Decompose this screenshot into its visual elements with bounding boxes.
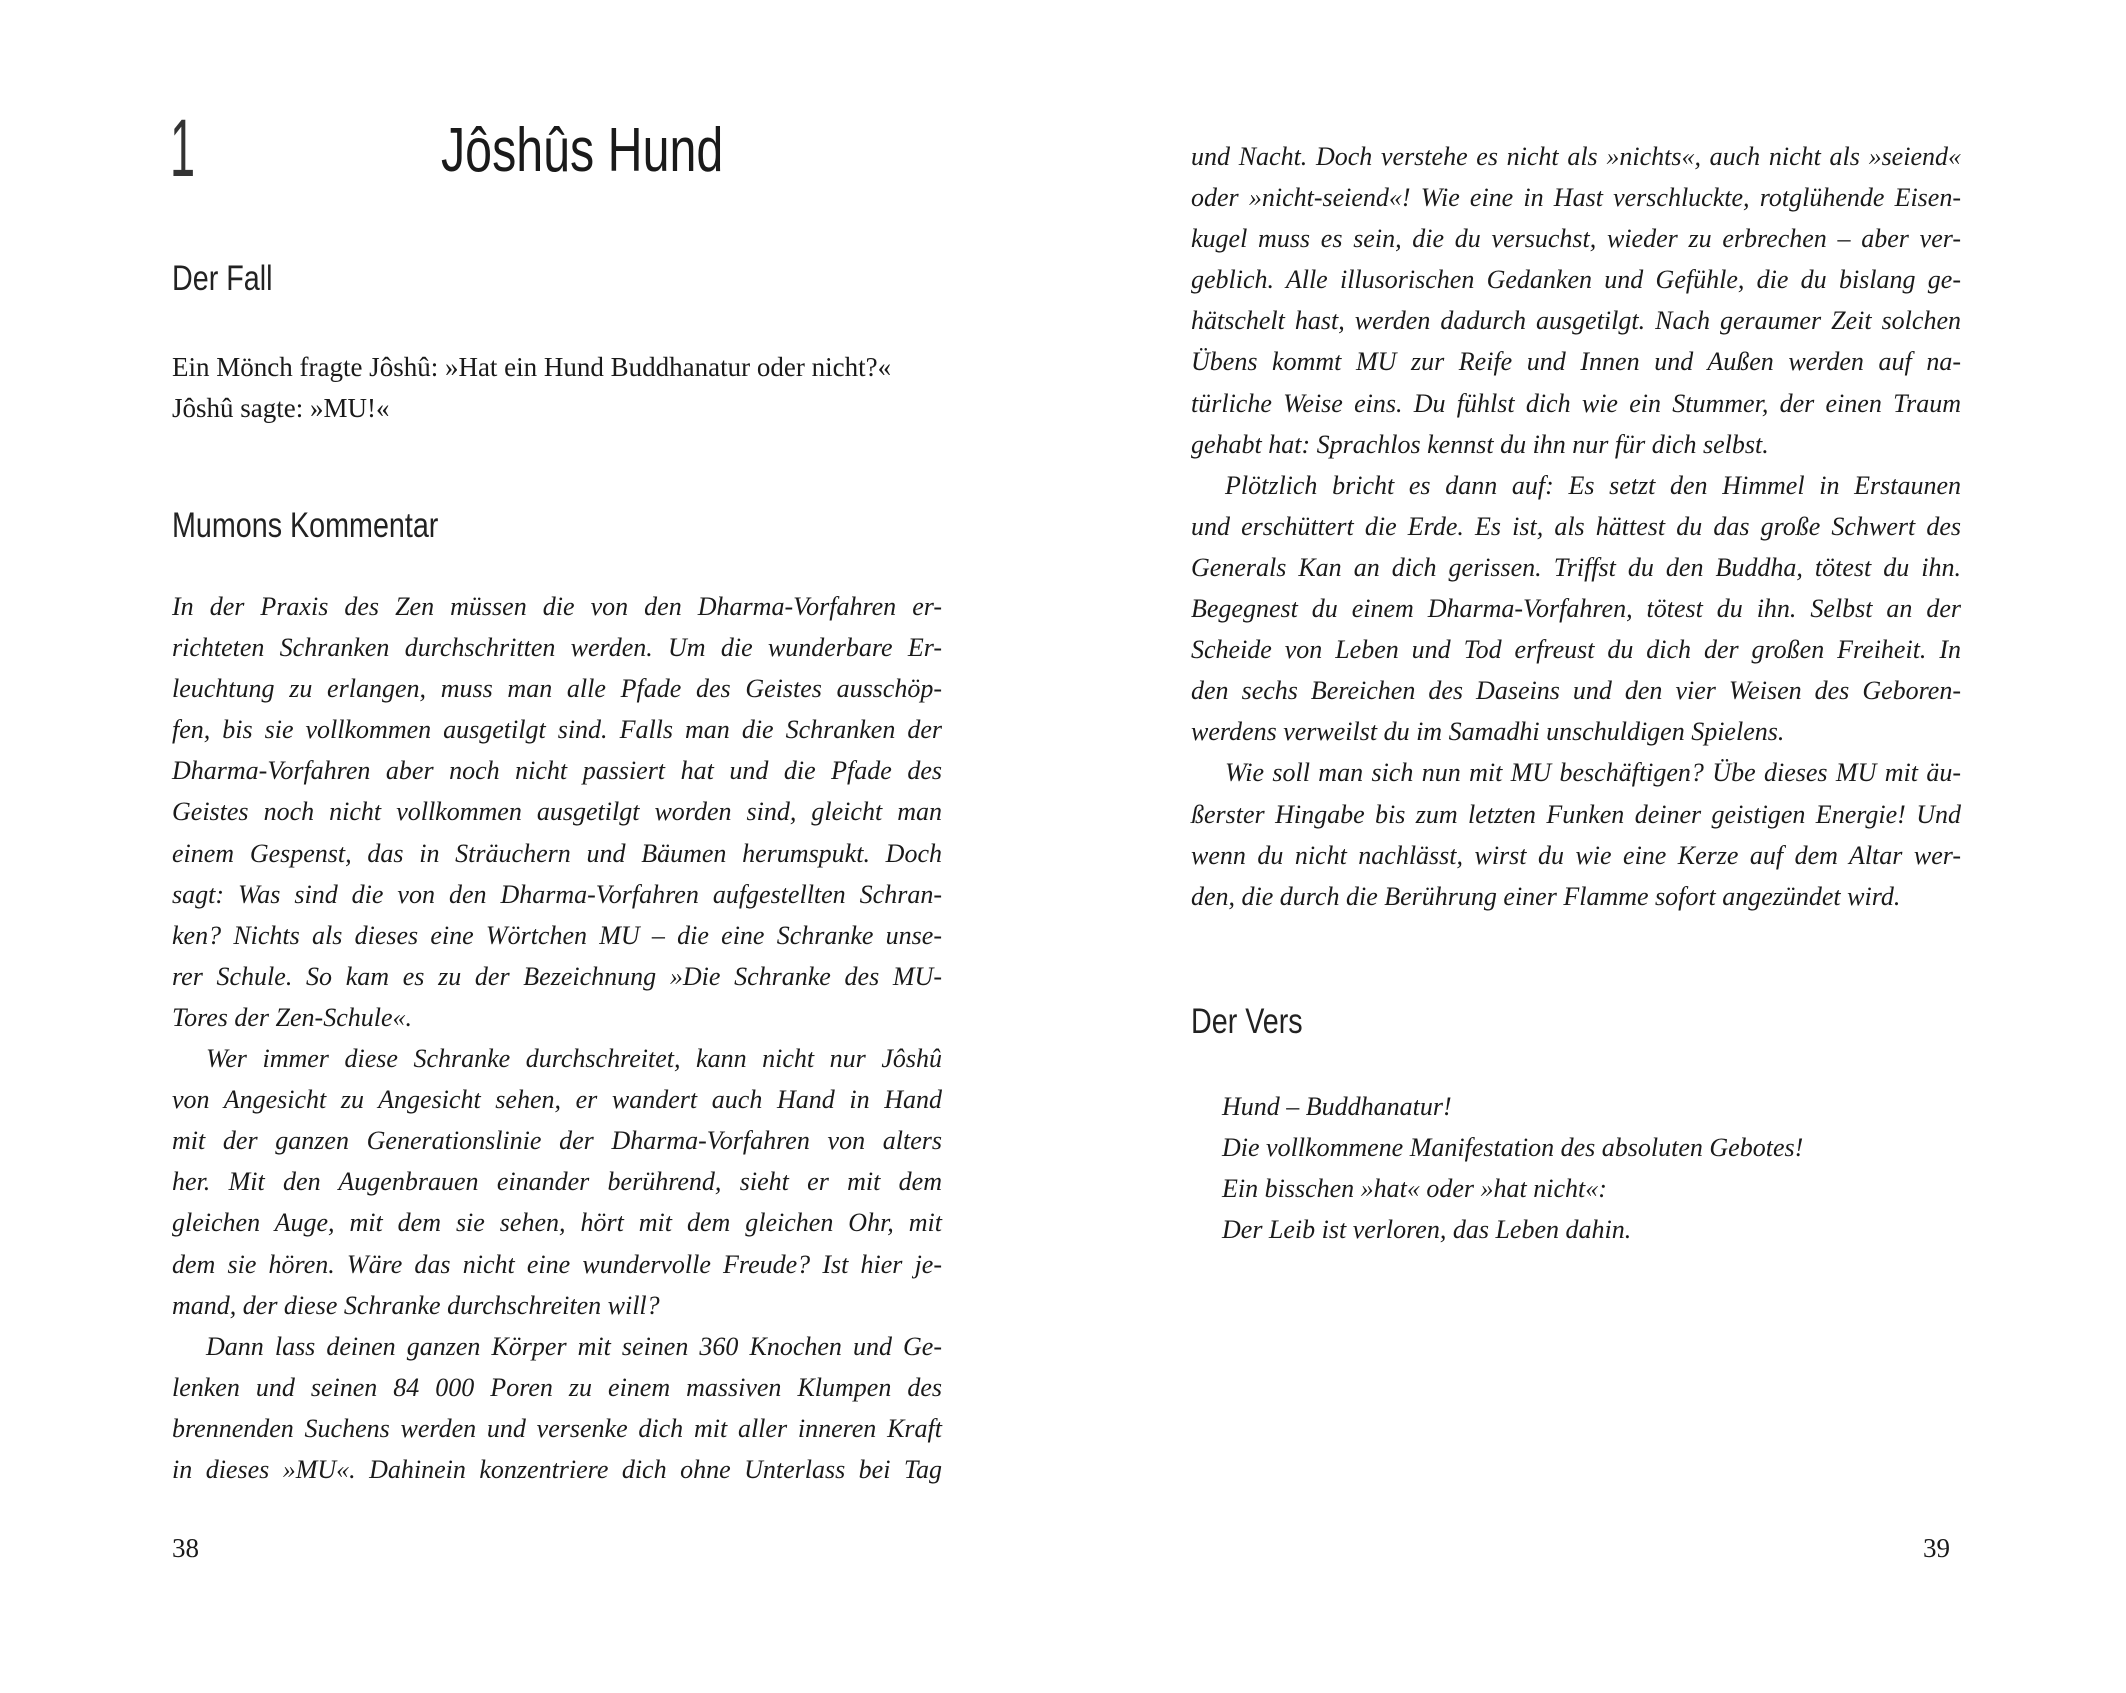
verse-line: Ein bisschen »hat« oder »hat nicht«:	[1222, 1174, 1607, 1204]
text-line: her. Mit den Augenbrauen einander berührend, sieht er mit dem	[172, 1167, 942, 1197]
text-line: lenken und seinen 84 000 Poren zu einem massiven Klumpen des	[172, 1372, 942, 1402]
text-line: Scheide von Leben und Tod erfreust du dich der großen Freiheit. In	[1191, 635, 1961, 665]
verse-text	[1222, 1086, 1922, 1250]
text-line: Tores der Zen-Schule«.	[172, 1002, 413, 1032]
text-line: den sechs Bereichen des Daseins und den vier Weisen des Geboren-	[1191, 676, 1961, 706]
text-line: Generals Kan an dich gerissen. Triffst du den Buddha, tötest du ihn.	[1191, 552, 1961, 582]
text-line: geblich. Alle illusorischen Gedanken und Gefühle, die du bislang ge-	[1191, 265, 1961, 295]
text-line: und erschüttert die Erde. Es ist, als hättest du das große Schwert des	[1191, 511, 1961, 541]
text-line: Geistes noch nicht vollkommen ausgetilgt worden sind, gleicht man	[172, 797, 942, 827]
page-number-right: 39	[1923, 1533, 1950, 1563]
text-line: Plötzlich bricht es dann auf: Es setzt den Himmel in Erstaunen	[1225, 470, 1961, 500]
text-line: ken? Nichts als dieses eine Wörtchen MU – die eine Schranke unse-	[172, 920, 942, 950]
text-line: mit der ganzen Generationslinie der Dharma-Vorfahren von alters	[172, 1126, 942, 1156]
text-line: Dann lass deinen ganzen Körper mit seinen 360 Knochen und Ge-	[206, 1331, 942, 1361]
text-line: Übens kommt MU zur Reife und Innen und Außen werden auf na-	[1191, 347, 1961, 377]
chapter-number: 1	[170, 103, 196, 194]
text-line: rer Schule. So kam es zu der Bezeichnung »Die Schranke des MU-	[172, 961, 942, 991]
text-line: gleichen Auge, mit dem sie sehen, hört mit dem gleichen Ohr, mit	[172, 1208, 942, 1238]
chapter-title: Jôshûs Hund	[441, 116, 724, 185]
text-line: Dharma-Vorfahren aber noch nicht passiert hat und die Pfade des	[172, 756, 942, 786]
text-line: in dieses »MU«. Dahinein konzentriere dich ohne Unterlass bei Tag	[172, 1454, 942, 1484]
case-line: Ein Mönch fragte Jôshû: »Hat ein Hund Buddhanatur oder nicht?«	[172, 352, 892, 382]
text-line: In der Praxis des Zen müssen die von den Dharma-Vorfahren er-	[172, 592, 942, 621]
verse-line: Der Leib ist verloren, das Leben dahin.	[1222, 1215, 1632, 1245]
text-line: hätschelt hast, werden dadurch ausgetilgt. Nach geraumer Zeit solchen	[1191, 306, 1961, 336]
commentary-text-right	[1191, 136, 1961, 917]
text-line: dem sie hören. Wäre das nicht eine wundervolle Freude? Ist hier je-	[172, 1249, 942, 1279]
text-line: von Angesicht zu Angesicht sehen, er wandert auch Hand in Hand	[172, 1085, 942, 1115]
heading-verse: Der Vers	[1191, 1002, 1303, 1041]
text-line: fen, bis sie vollkommen ausgetilgt sind. Falls man die Schranken der	[172, 715, 942, 745]
text-line: einem Gespenst, das in Sträuchern und Bäumen herumspukt. Doch	[172, 838, 942, 868]
text-line: den, die durch die Berührung einer Flamme sofort angezündet wird.	[1191, 881, 1901, 911]
text-line: wenn du nicht nachlässt, wirst du wie eine Kerze auf dem Altar wer-	[1191, 840, 1961, 870]
text-line: sagt: Was sind die von den Dharma-Vorfahren aufgestellten Schran-	[172, 879, 942, 909]
text-line: mand, der diese Schranke durchschreiten will?	[172, 1290, 660, 1320]
text-line: gehabt hat: Sprachlos kennst du ihn nur für dich selbst.	[1191, 429, 1769, 459]
text-line: Begegnest du einem Dharma-Vorfahren, tötest du ihn. Selbst an der	[1191, 594, 1961, 624]
text-line: und Nacht. Doch verstehe es nicht als »nichts«, auch nicht als »seiend«	[1191, 142, 1961, 171]
text-line: oder »nicht-seiend«! Wie eine in Hast verschluckte, rotglühende Eisen-	[1191, 183, 1961, 213]
verse-line: Hund – Buddhanatur!	[1222, 1092, 1452, 1121]
text-line: kugel muss es sein, die du versuchst, wieder zu erbrechen – aber ver-	[1191, 224, 1961, 254]
page-number-left: 38	[172, 1533, 199, 1563]
text-line: leuchtung zu erlangen, muss man alle Pfade des Geistes ausschöp-	[172, 674, 942, 704]
text-line: brennenden Suchens werden und versenke dich mit aller inneren Kraft	[172, 1413, 942, 1443]
text-line: Wer immer diese Schranke durchschreitet, kann nicht nur Jôshû	[206, 1044, 942, 1074]
heading-case: Der Fall	[172, 259, 273, 298]
verse-line: Die vollkommene Manifestation des absoluten Gebotes!	[1222, 1133, 1804, 1163]
case-line: Jôshû sagte: »MU!«	[172, 393, 390, 423]
heading-commentary: Mumons Kommentar	[172, 506, 439, 545]
text-line: Wie soll man sich nun mit MU beschäftigen? Übe dieses MU mit äu-	[1225, 758, 1961, 788]
text-line: ßerster Hingabe bis zum letzten Funken deiner geistigen Energie! Und	[1191, 799, 1961, 829]
text-line: türliche Weise eins. Du fühlst dich wie ein Stummer, der einen Traum	[1191, 388, 1961, 418]
text-line: werdens verweilst du im Samadhi unschuldigen Spielens.	[1191, 717, 1785, 747]
text-line: richteten Schranken durchschritten werden. Um die wunderbare Er-	[172, 633, 942, 663]
